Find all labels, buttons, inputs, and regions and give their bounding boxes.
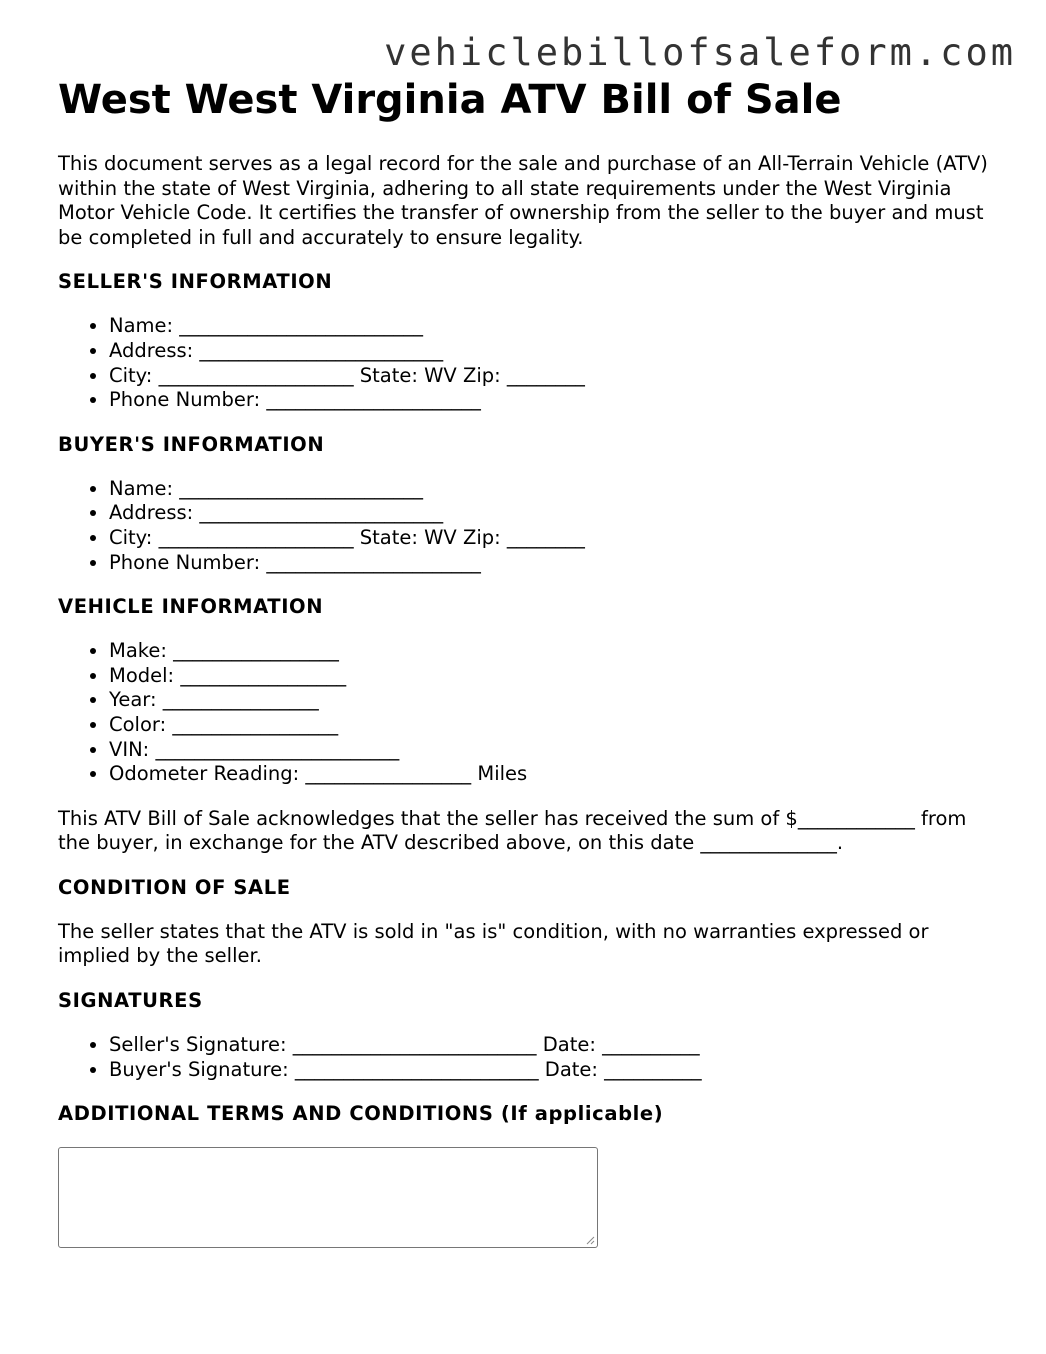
vehicle-list <box>58 639 988 787</box>
seller-heading: SELLER'S INFORMATION <box>58 270 333 294</box>
seller-city-state-zip-field: • City: ____________________ State: WV Zip: ________ <box>109 364 988 389</box>
signatures-heading: SIGNATURES <box>58 989 203 1013</box>
seller-signature-field: • Seller's Signature: _________________________ Date: __________ <box>109 1033 988 1058</box>
seller-phone-field: • Phone Number: ______________________ <box>109 388 988 413</box>
buyer-address-field: • Address: _________________________ <box>109 501 988 526</box>
vehicle-vin-field: • VIN: _________________________ <box>109 738 988 763</box>
watermark: vehiclebillofsaleform.com <box>384 31 1016 74</box>
vehicle-model-field: • Model: _________________ <box>109 664 988 689</box>
acknowledgement-paragraph: This ATV Bill of Sale acknowledges that the seller has received the sum of $____________ from the buyer, in exchange for the ATV described above, on this date ______________. <box>58 806 967 855</box>
vehicle-make-field: • Make: _________________ <box>109 639 988 664</box>
buyer-city-state-zip-field: • City: ____________________ State: WV Zip: ________ <box>109 526 988 551</box>
seller-name-field: • Name: _________________________ <box>109 314 988 339</box>
buyer-signature-field: • Buyer's Signature: _________________________ Date: __________ <box>109 1058 988 1083</box>
buyer-name-field: • Name: _________________________ <box>109 477 988 502</box>
condition-heading: CONDITION OF SALE <box>58 875 291 899</box>
seller-address-field: • Address: _________________________ <box>109 339 988 364</box>
vehicle-heading: VEHICLE INFORMATION <box>58 595 324 619</box>
buyer-heading: BUYER'S INFORMATION <box>58 432 325 456</box>
intro-paragraph: This document serves as a legal record for the sale and purchase of an All-Terrain Vehicle (ATV) within the state of West Virginia, adhering to all state requirements under the West Virginia Motor Vehicle Code. It certifies the transfer of ownership from the seller to the buyer and must be completed in full and accurately to ensure legality. <box>58 152 988 249</box>
seller-list <box>58 314 988 412</box>
signatures-list <box>58 1033 988 1082</box>
vehicle-year-field: • Year: ________________ <box>109 688 988 713</box>
page-title: West West Virginia ATV Bill of Sale <box>58 77 842 123</box>
buyer-list <box>58 477 988 575</box>
document-page <box>58 76 988 1248</box>
buyer-phone-field: • Phone Number: ______________________ <box>109 551 988 576</box>
vehicle-odometer-field: • Odometer Reading: _________________ Miles <box>109 762 988 787</box>
additional-terms-heading: ADDITIONAL TERMS AND CONDITIONS (If applicable) <box>58 1102 664 1126</box>
additional-terms-textarea[interactable] <box>58 1147 598 1248</box>
vehicle-color-field: • Color: _________________ <box>109 713 988 738</box>
condition-paragraph: The seller states that the ATV is sold in "as is" condition, with no warranties expressed or implied by the seller. <box>58 919 929 968</box>
resize-grip-icon[interactable] <box>585 1235 595 1245</box>
